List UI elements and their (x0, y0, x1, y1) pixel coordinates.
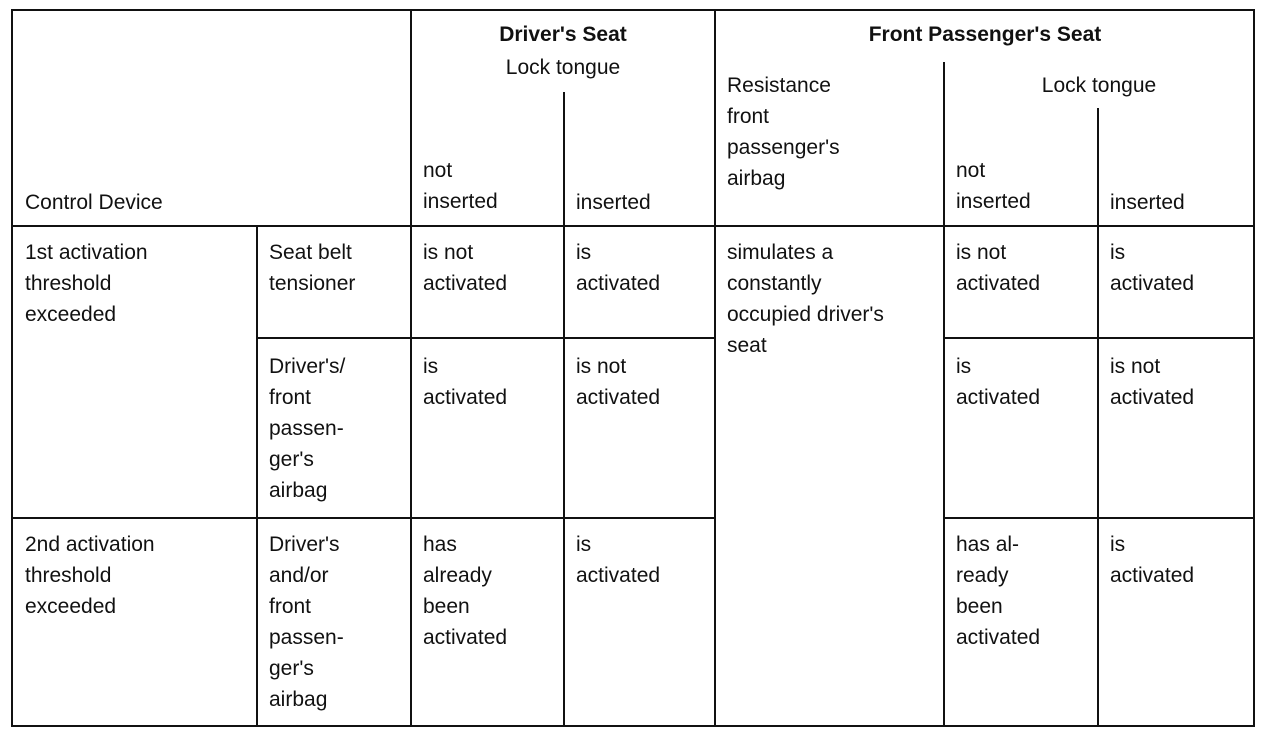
header-passenger-inserted: inserted (1110, 191, 1185, 214)
header-front-passengers-seat: Front Passenger's Seat (868, 23, 1102, 46)
row1-divider-passenger (943, 337, 1255, 339)
header-divider (11, 225, 1255, 227)
drivers-not-inserted-text: not inserted (423, 159, 498, 213)
r1-passenger-not-inserted: is not activated (956, 241, 1041, 295)
r3-passenger-inserted: is activated (1110, 533, 1195, 587)
header-drivers-inserted: inserted (576, 191, 651, 214)
header-control-device: Control Device (25, 191, 163, 214)
row-airbag-1: Driver's/ front passen- ger's airbag (269, 355, 346, 502)
row1-divider-driver (256, 337, 716, 339)
table-border-right (1253, 9, 1255, 727)
divider-driver-body (563, 225, 565, 727)
r2-passenger-inserted: is not activated (1110, 355, 1195, 409)
row-airbag-2: Driver's and/or front passen- ger's airbag (269, 533, 344, 711)
header-drivers-not-inserted (412, 153, 562, 217)
table-border-bottom (11, 725, 1255, 727)
header-passenger-not-inserted: not inserted (956, 159, 1031, 213)
header-passenger-lock-tongue: Lock tongue (1041, 74, 1157, 97)
r2-driver-not-inserted: is activated (423, 355, 508, 409)
header-drivers-seat: Driver's Seat (499, 23, 627, 46)
r1-driver-not-inserted: is not activated (423, 241, 508, 295)
row-second-threshold: 2nd activation threshold exceeded (25, 533, 155, 618)
row2-divider-passenger (943, 517, 1255, 519)
r2-driver-inserted: is not activated (576, 355, 661, 409)
r1-passenger-inserted: is activated (1110, 241, 1195, 295)
divider-passenger-body (1097, 225, 1099, 727)
table-border-left (11, 9, 13, 727)
header-resistance: Resistance front passenger's airbag (727, 74, 840, 190)
row-seat-belt-tensioner: Seat belt tensioner (269, 241, 356, 295)
resistance-value: simulates a constantly occupied driver's seat (727, 241, 884, 357)
r3-driver-not-inserted: has already been activated (423, 533, 508, 649)
r3-passenger-not-inserted: has al- ready been activated (956, 533, 1041, 649)
r1-driver-inserted: is activated (576, 241, 661, 295)
r2-passenger-not-inserted: is activated (956, 355, 1041, 409)
table-border-top (11, 9, 1255, 11)
header-drivers-lock-tongue: Lock tongue (505, 56, 621, 79)
row-first-threshold: 1st activation threshold exceeded (25, 241, 148, 326)
row2-divider-left (11, 517, 716, 519)
r3-driver-inserted: is activated (576, 533, 661, 587)
